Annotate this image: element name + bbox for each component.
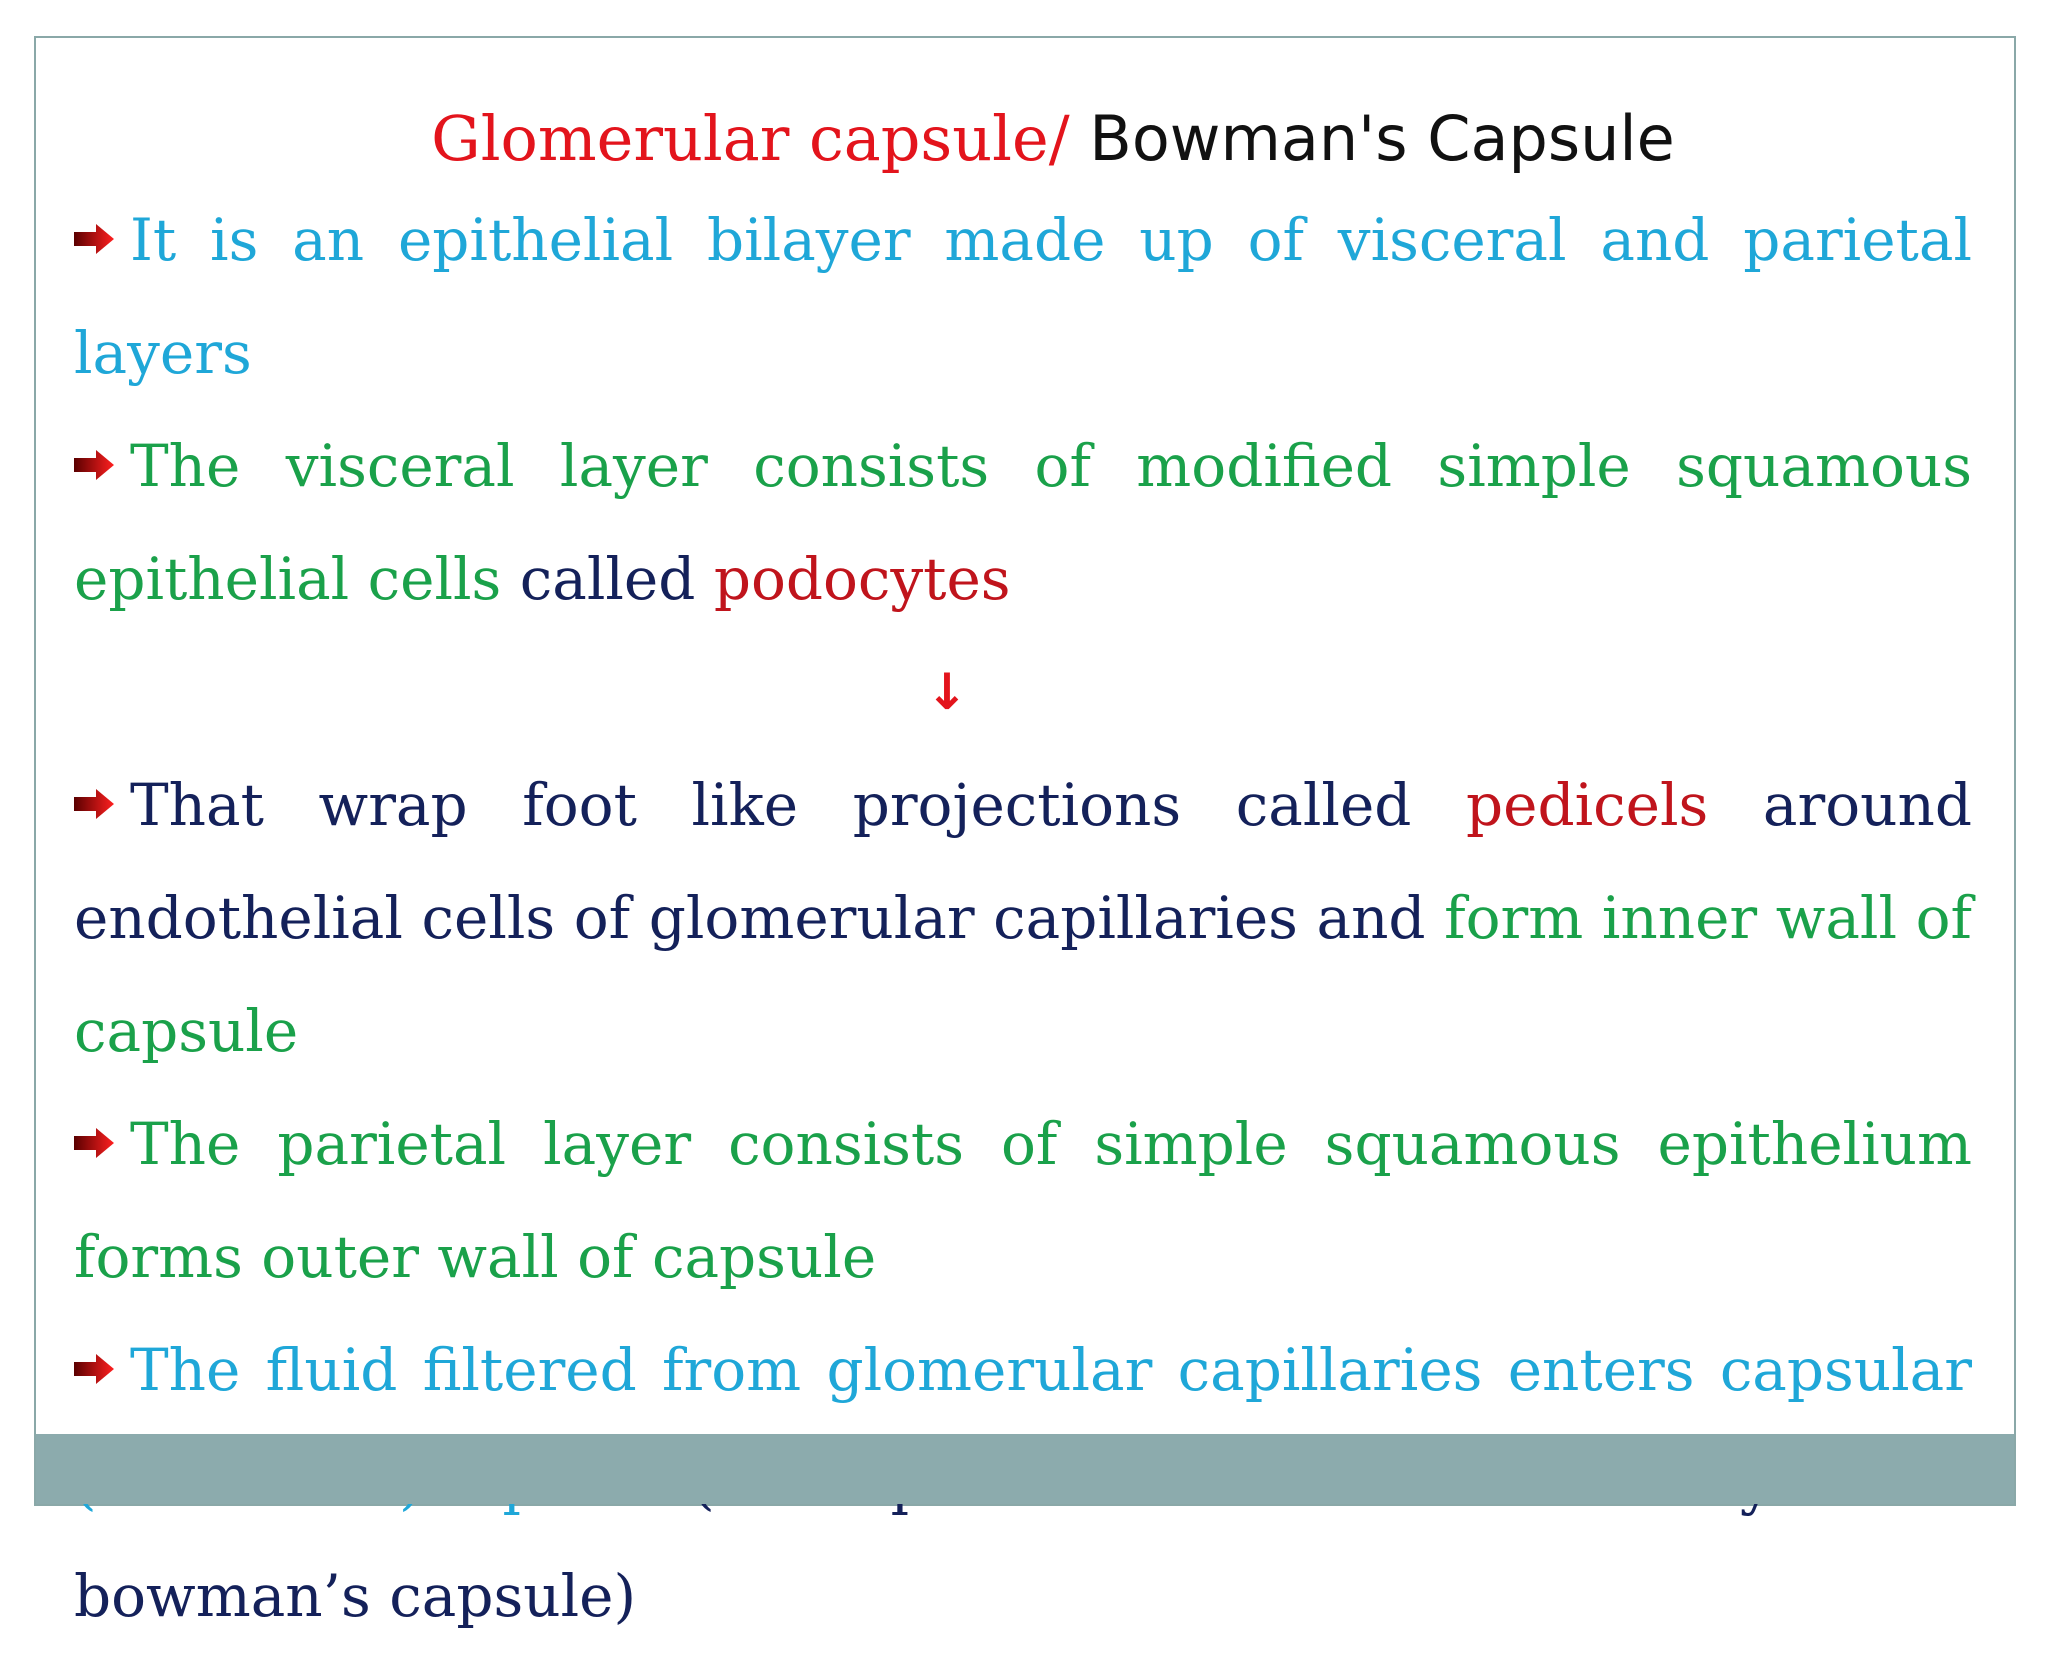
point-2-text-navy: called bbox=[501, 545, 714, 613]
point-2-text-red: podocytes bbox=[713, 545, 1011, 613]
bullet-point-2 bbox=[74, 410, 1972, 636]
red-arrow-bullet-icon bbox=[74, 224, 114, 254]
point-3-text-navy-2: around endothelial cells of glomerular capillaries and bbox=[74, 771, 1972, 952]
point-5-text-blue: The fluid filtered from glomerular capillaries enters capsular bbox=[130, 1336, 1972, 1404]
red-arrow-bullet-icon bbox=[74, 1354, 114, 1384]
red-arrow-bullet-icon bbox=[74, 789, 114, 819]
slide-title bbox=[74, 94, 1972, 184]
title-red-part: Glomerular capsule/ bbox=[431, 102, 1070, 175]
slide-content bbox=[74, 94, 1972, 1653]
point-5-text-navy: bowman’s capsule) bbox=[74, 1562, 637, 1630]
slide bbox=[34, 36, 2016, 1630]
bullet-point-1 bbox=[74, 184, 1972, 410]
red-arrow-bullet-icon bbox=[74, 1128, 114, 1158]
footer-bar bbox=[36, 1434, 2014, 1504]
point-3-text-green: form inner wall of capsule bbox=[74, 884, 1972, 1065]
point-4-text: The parietal layer consists of simple squamous epithelium forms outer wall of capsule bbox=[74, 1110, 1972, 1291]
down-arrow-icon: ↓ bbox=[926, 663, 968, 721]
title-black-part: Bowman's Capsule bbox=[1069, 102, 1675, 175]
point-1-text: It is an epithelial bilayer made up of visceral and parietal layers bbox=[74, 206, 1972, 387]
point-2-text-green: The visceral layer consists of modified simple squamous epithelial cells bbox=[74, 432, 1972, 613]
point-3-text-red: pedicels bbox=[1466, 771, 1709, 839]
red-arrow-bullet-icon bbox=[74, 450, 114, 480]
point-3-text-navy-1: That wrap foot like projections called bbox=[130, 771, 1467, 839]
bullet-point-3 bbox=[74, 749, 1972, 1088]
bullet-point-4 bbox=[74, 1088, 1972, 1314]
